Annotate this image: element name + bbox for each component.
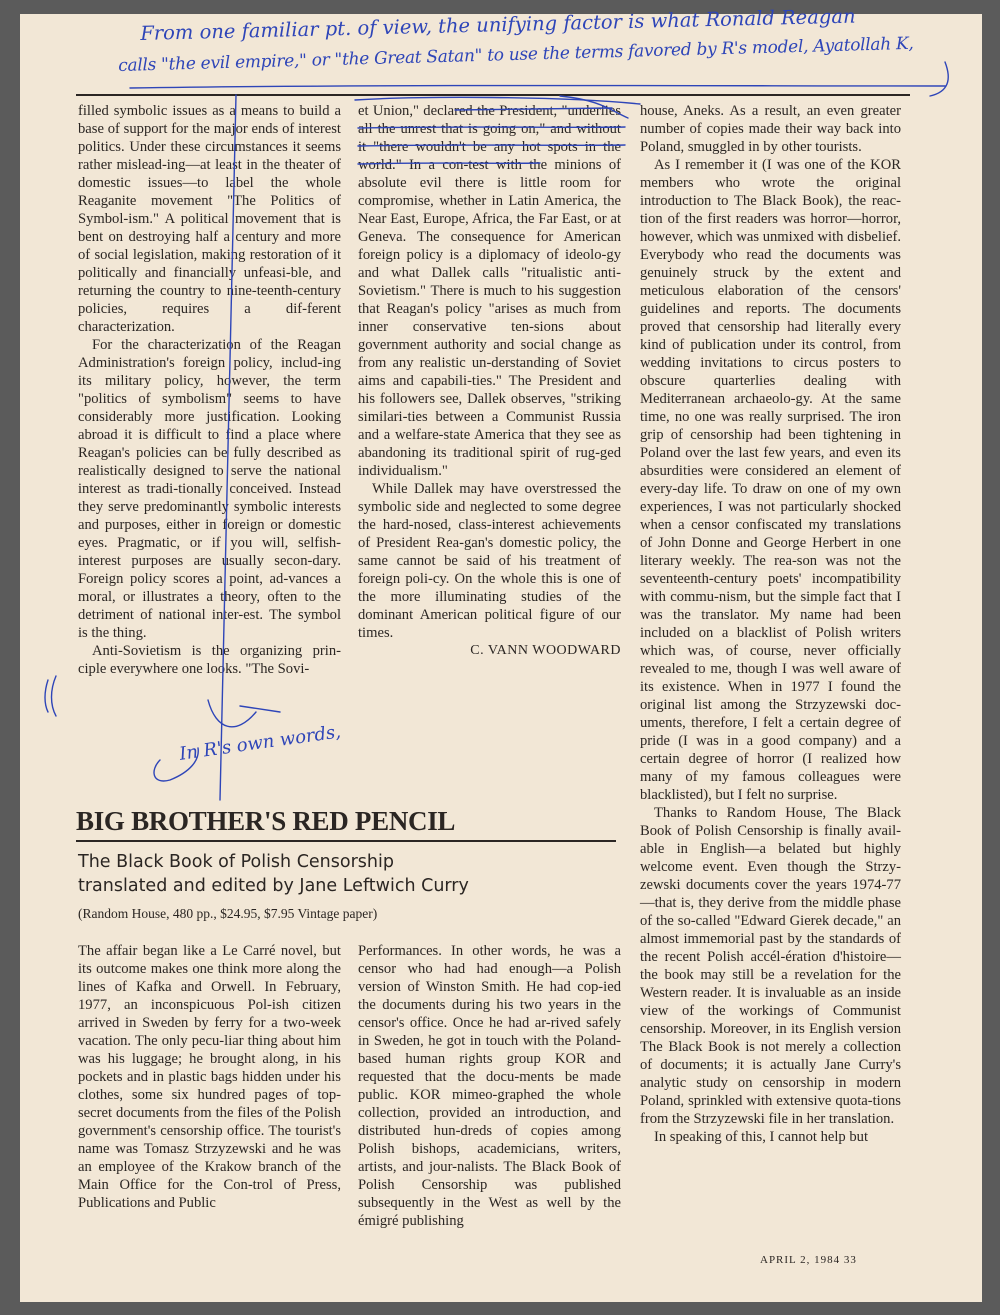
paragraph: The affair began like a Le Carré novel, but its outcome makes one think more along the lines of Kafka and Orwell. In February, 1977, an inconspicuous Pol-ish citizen arrived in Sweden by ferry for a two-week vacation. The only pecu-liar thing about him was his luggage; he brought along, in his pockets and in plastic bags hidden under his clothes, some six hundred pages of top-secret documents from the files of the Polish government's censorship office. The tourist's name was Tomasz Strzyzewski and he was an employee of the Krakow branch of the Main Office for the Con-trol of Press, Publications and Public <box>78 943 341 1211</box>
book-editor: translated and edited by Jane Leftwich Curry <box>78 876 469 896</box>
book-title: The Black Book of Polish Censorship <box>78 852 394 872</box>
paragraph: For the characterization of the Reagan Administration's foreign policy, includ-ing its military policy, however, the term "politics of symbolism" seems to have considerably more justification. Looking abroad it is difficult to find a place where Reagan's policies can be fully described as realistically designed to serve the national interest as tradi-tionally conceived. Instead they serve predominantly symbolic interests and purposes, either in foreign or domestic eyes. Pragmatic, or if you will, selfish-interest purposes are usually secon-dary. Foreign policy scores a point, ad-vances a moral, or illustrates a theory, often to the detriment of national inter-est. The symbol is the thing. <box>78 337 341 641</box>
paragraph: filled symbolic issues as a means to build a base of support for the major ends of interest politics. Under these circumstances it seems rather mislead-ing—at least in the theater of domestic issues—to label the whole Reaganite movement "The Politics of Symbol-ism." A political movement that is bent on destroying half a century and more of social legislation, making restoration of it politically and financially unfeasi-ble, and returning the country to nine-teenth-century policies, requires a dif-ferent characterization. <box>78 103 341 335</box>
paragraph: As I remember it (I was one of the KOR members who wrote the original introduction to The Black Book), the reac-tion of the first readers was horror—horror, however, which was unmixed with disbelief. Everybody who read the documents was genuinely struck by the extent and meticulous elaboration of the censors' guidelines and reports. The documents proved that censorship had literally every kind of publication under its control, from wedding invitations to circus posters to obscure quarterlies dealing with Mediterranean archaeolo-gy. At the same time, no one was really surprised. The iron grip of censorship had been tightening in Poland over the last few years, and even its absurdities were considered an element of every-day life. To draw on one of my own experiences, I was not particularly shocked when a censor confiscated my translations of John Donne and George Herbert in one literary weekly. The rea-son was not the seventeenth-century poets' incompatibility with commu-nism, but the simple fact that I was the translator. My name had been included on a blacklist of Polish writers which was, of course, never officially revealed to me, though I was well aware of its existence. When in 1977 I found the original list among the Strzyzewski doc-uments, therefore, I felt a certain degree of pride (I was in a good company) and a certain degree of horror (I realized how many of my famous colleagues were blacklisted), but I felt no surprise. <box>640 157 901 803</box>
paragraph: In speaking of this, I cannot help but <box>654 1129 868 1145</box>
paragraph: Anti-Sovietism is the organizing prin-ciple everywhere one looks. "The Sovi- <box>78 643 341 677</box>
publication-info: (Random House, 480 pp., $24.95, $7.95 Vintage paper) <box>78 906 378 921</box>
paragraph: Thanks to Random House, The Black Book of Polish Censorship is finally avail-able in English—a belated but highly welcome event. Even though the Strzy-zewski documents cover the years 1974-77—that is, they derive from the middle phase of the so-called "Edward Gierek decade," an almost immemorial past by the standards of the recent Polish accél-ération d'histoire—the book may still be a revelation for the Western reader. It is invaluable as an inside view of the workings of Communist censorship. Moreover, in its English version The Black Book is not merely a collection of documents; it is actually Jane Curry's analytic study on censorship in modern Poland, sprinkled with extensive quota-tions from the Strzyzewski file in her translation. <box>640 805 901 1127</box>
handwritten-margin-note: In R's own words, <box>178 721 343 765</box>
paragraph: Performances. In other words, he was a censor who had had enough—a Polish version of Winston Smith. He had cop-ied the documents during his two years in the censor's office. Once he had ar-rived safely in Sweden, he got in touch with the Poland-based human rights group KOR and requested that the docu-ments be made public. KOR mimeo-graphed the whole collection, provided an introduction, and distributed hun-dreds of copies among Polish bishops, academicians, writers, artists, and jour-nalists. The Black Book of Polish Censorship was published subsequently in the West as well by the émigré publishing <box>358 943 621 1229</box>
paragraph: et Union," declared the President, "underlies all the unrest that is going on," and without it "there wouldn't be any hot spots in the world." In a con-test with the minions of absolute evil there is little room for compromise, whether in Latin America, the Near East, Europe, Africa, the Far East, or at Geneva. The consequence for American foreign policy is a diplomacy of ideolo-gy and what Dallek calls "ritualistic anti-Sovietism." There is much to his suggestion that Reagan's policy "arises as much from inner conservative ten-sions about government authority and social change as from any realistic un-derstanding of Soviet aims and capabili-ties." The President and his followers see, Dallek observes, "striking similari-ties between a Communist Russia and a welfare-state America that they see as abandoning its traditional spirit of rug-ged individualism." <box>358 103 621 479</box>
handwritten-annotation-line1: From one familiar pt. of view, the unifying factor is what Ronald Reagan <box>140 4 856 45</box>
paragraph: house, Aneks. As a result, an even greater number of copies made their way back into Poland, smuggled in by other tourists. <box>640 103 901 155</box>
reviewer-signature: C. VANN WOODWARD <box>470 643 621 658</box>
paragraph: While Dallek may have overstressed the symbolic side and neglected to some degree the hard-nosed, class-interest achievements of President Rea-gan's domestic policy, the same cannot be said of his treatment of foreign poli-cy. On the whole this is one of the more illuminating studies of the dominant American political figure of our times. <box>358 481 621 641</box>
page-footer: APRIL 2, 1984 33 <box>760 1254 857 1266</box>
handwritten-annotation-line2: calls "the evil empire," or "the Great Satan" to use the terms favored by R's model, Ayatollah K, <box>118 33 914 76</box>
review-headline: BIG BROTHER'S RED PENCIL <box>76 806 456 836</box>
